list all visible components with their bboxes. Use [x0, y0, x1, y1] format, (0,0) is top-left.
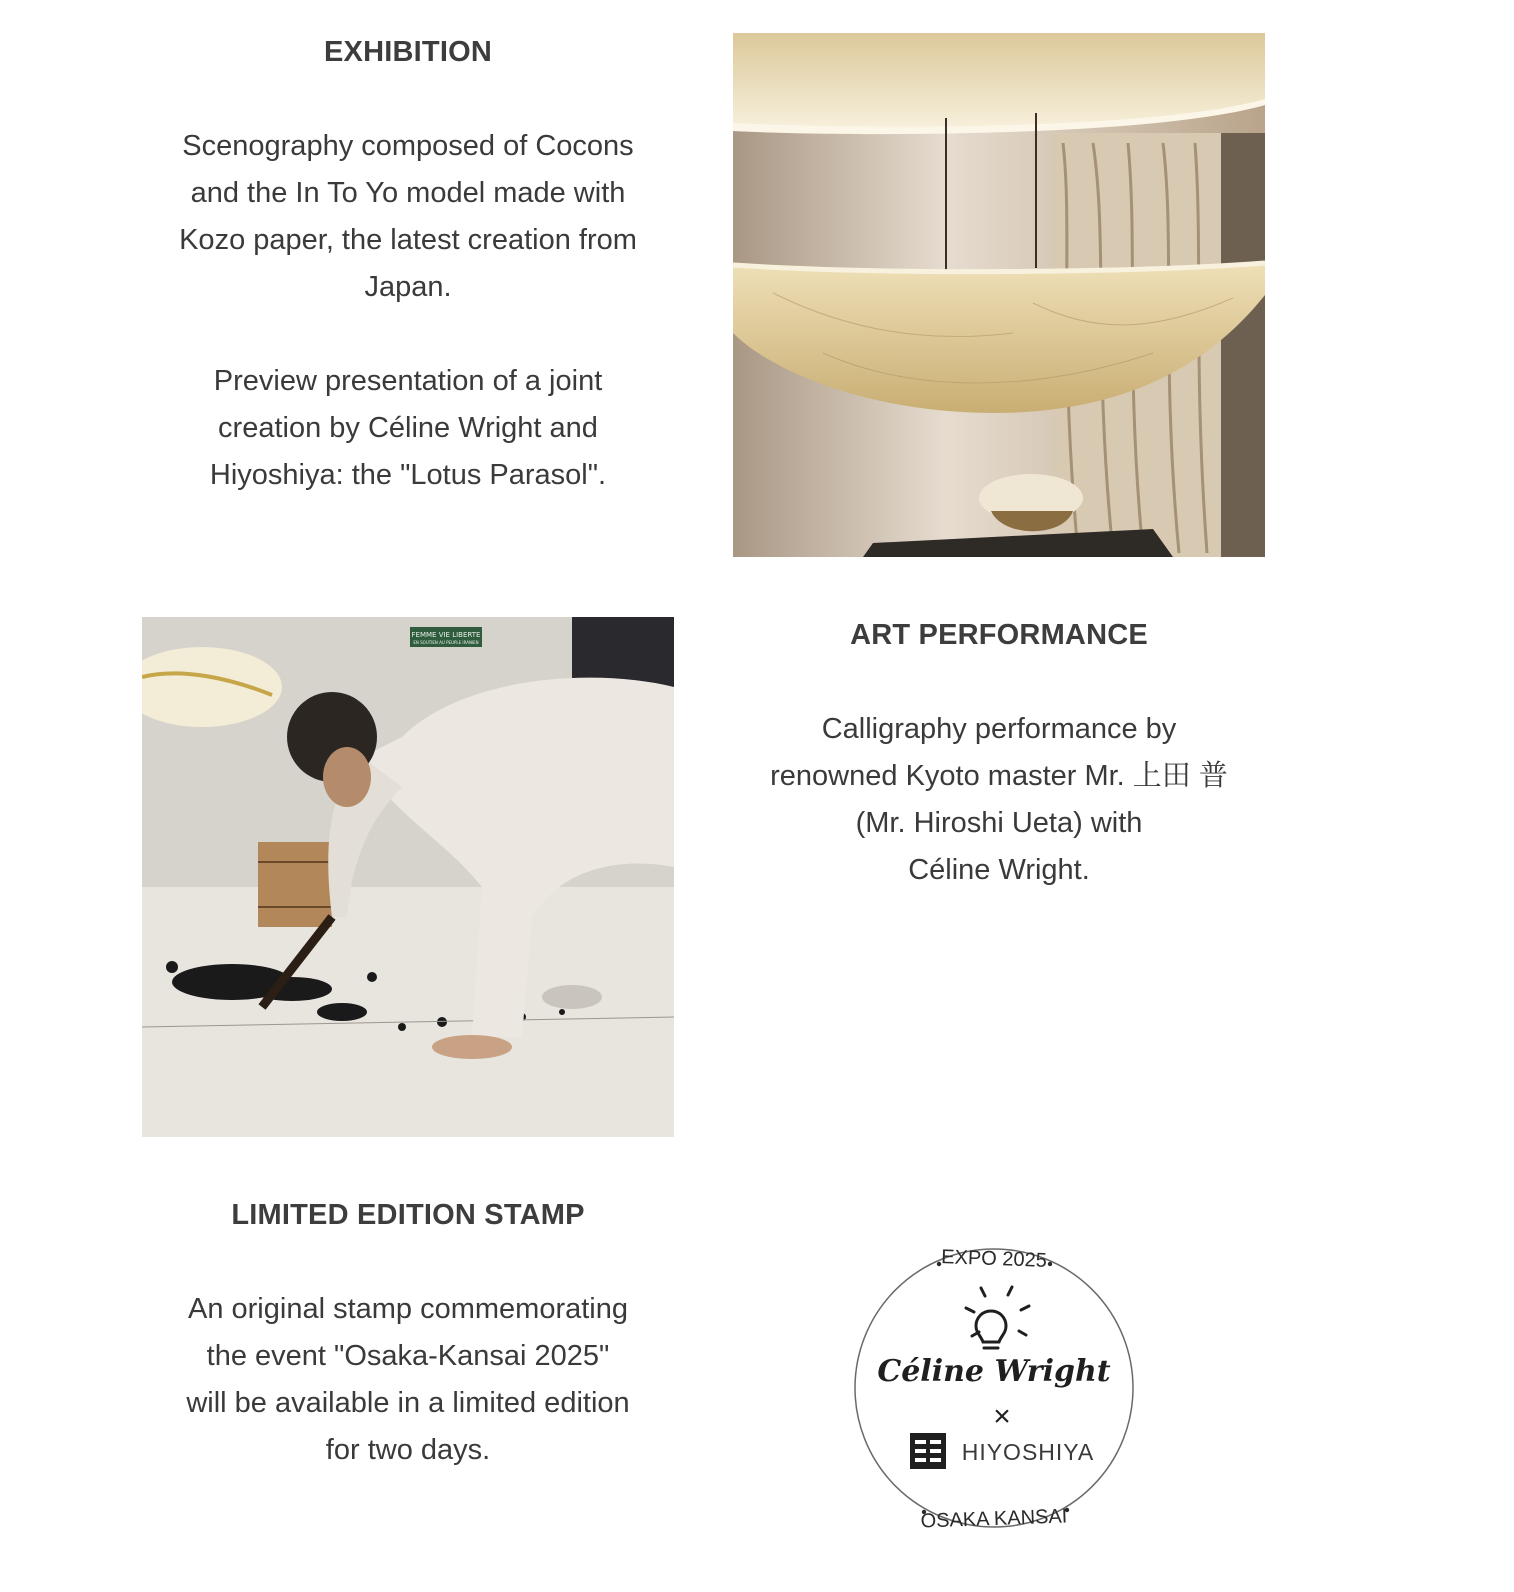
art-performance-paragraph: Calligraphy performance by renowned Kyoto master Mr. 上田 普 (Mr. Hiroshi Ueta) with Céline Wright. — [770, 713, 1228, 886]
stamp-bottom-text: OSAKA KANSAI — [920, 1505, 1068, 1533]
exhibition-section — [142, 36, 674, 499]
stamp-top-text: EXPO 2025 — [940, 1246, 1048, 1272]
exhibition-paragraph-2: Preview presentation of a joint creation by Céline Wright and Hiyoshiya: the "Lotus Parasol". — [209, 365, 607, 491]
svg-text:EN SOUTIEN AU PEUPLE IRANIEN: EN SOUTIEN AU PEUPLE IRANIEN — [413, 640, 479, 645]
stamp-logo — [844, 1236, 1144, 1536]
stamp-brand: HIYOSHIYA — [961, 1439, 1095, 1465]
art-performance-section — [733, 619, 1265, 894]
stamp-times: × — [993, 1400, 1011, 1433]
exhibition-heading: EXHIBITION — [324, 36, 492, 68]
stamp-heading: LIMITED EDITION STAMP — [231, 1199, 585, 1231]
stamp-graphic — [844, 1236, 1144, 1536]
stamp-paragraph: An original stamp commemorating the event "Osaka-Kansai 2025" will be available in a limited edition for two days. — [186, 1293, 630, 1466]
lightbulb-icon — [966, 1287, 1029, 1348]
art-performance-heading: ART PERFORMANCE — [850, 619, 1148, 651]
stamp-section — [142, 1199, 674, 1474]
hiyoshiya-logo-icon — [910, 1433, 946, 1469]
stamp-signature: Céline Wright — [877, 1354, 1111, 1389]
calligraphy-illustration — [142, 617, 674, 1137]
calligraphy-photo — [142, 617, 674, 1137]
exhibition-paragraph-1: Scenography composed of Cocons and the In To Yo model made with Kozo paper, the latest creation from Japan. — [179, 130, 637, 303]
lamp-photo — [733, 33, 1265, 557]
svg-text:FEMME VIE LIBERTE: FEMME VIE LIBERTE — [411, 631, 481, 639]
lamp-illustration — [733, 33, 1265, 557]
